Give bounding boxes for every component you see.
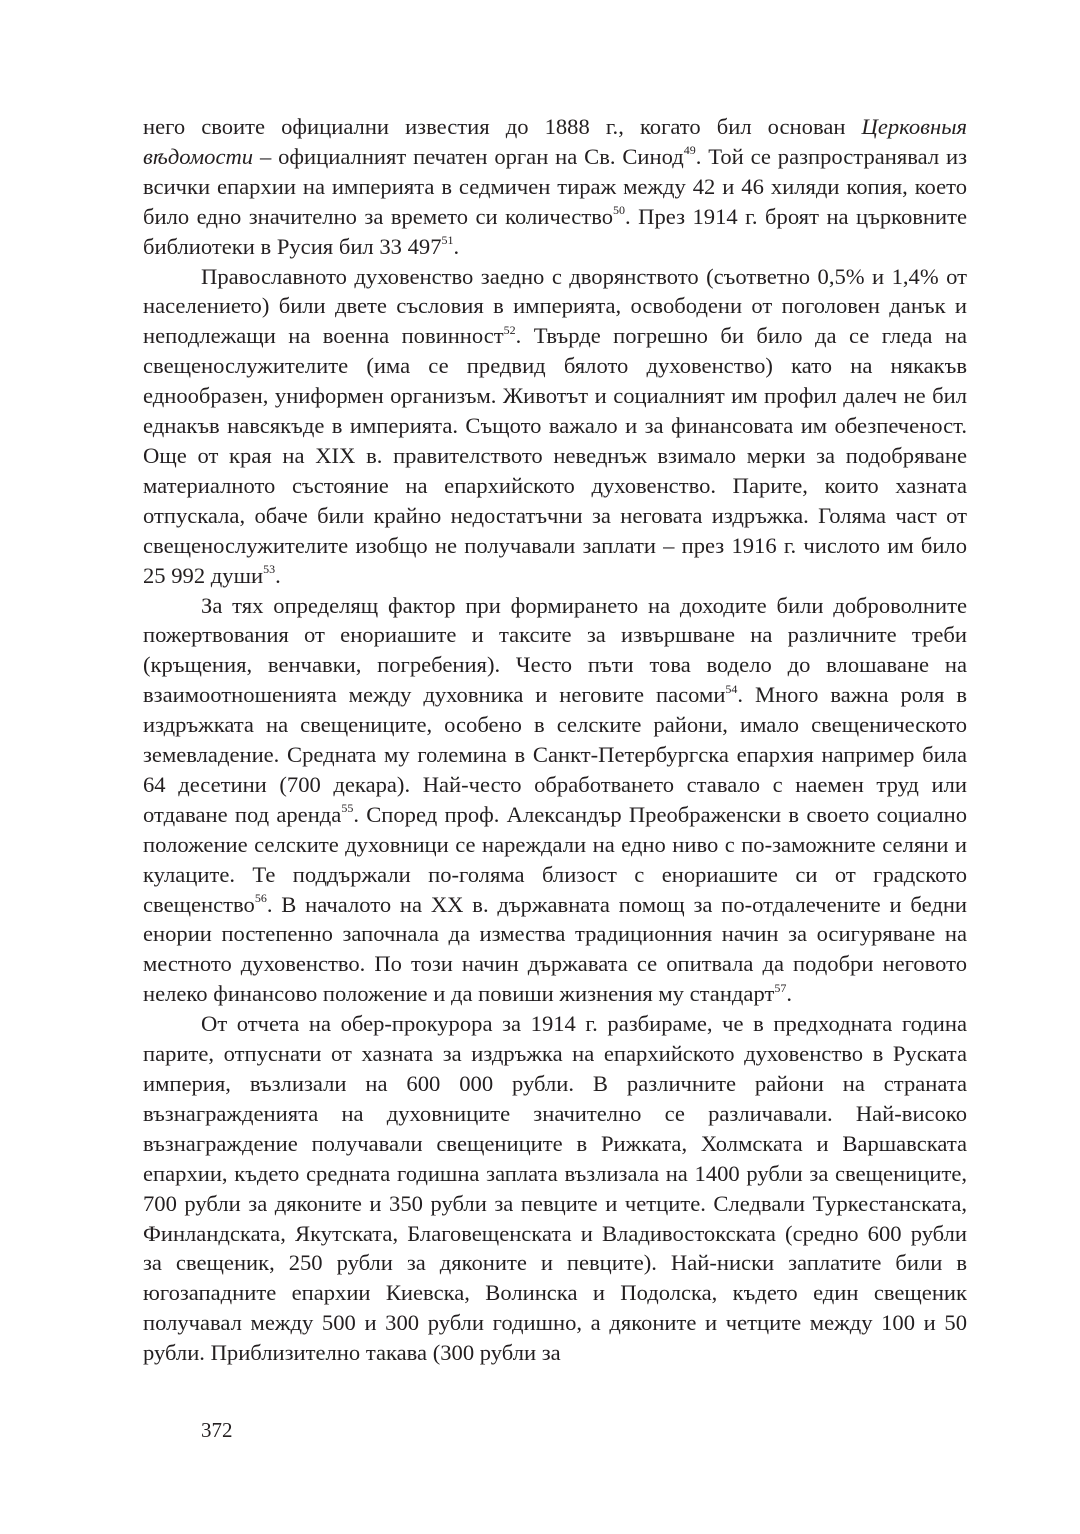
text-run: него своите официални известия до 1888 г., когато бил основан xyxy=(143,114,862,139)
footnote-ref: 51 xyxy=(441,233,454,248)
footnote-ref: 49 xyxy=(683,143,696,158)
text-run: . Той се разпространявал из всички епархии на империята в седмичен тираж между 42 и 46 хиляди копия, което било едно значително за времето си количество xyxy=(143,143,968,229)
text-run: . Твърде погрешно би било да се гледа на свещенослужителите (има се предвид бялото духовенство) като на някакъв еднообразен, униформен организъм. Животът и социалният им профил далеч не бил еднакъв навсякъде в империята. Същото важало и за финансовата им обезпеченост. Още от края на XIX в. правителството неведнъж взимало мерки за подобряване материалното състояние на епархийското духовенство. Парите, които хазната отпускала, обаче били крайно недостатъчни за неговата издръжка. Голяма част от свещенослужителите изобщо не получавали заплати – през 1916 г. числото им било 25 992 души xyxy=(143,323,967,588)
footnote-ref: 50 xyxy=(613,203,626,218)
page-number: 372 xyxy=(201,1418,233,1442)
footnote-ref: 54 xyxy=(725,681,738,696)
text-run: . През 1914 г. броят на църковните библиотеки в Русия бил 33 497 xyxy=(143,203,967,259)
footnote-ref: 56 xyxy=(254,891,267,906)
footnote-ref: 52 xyxy=(503,322,516,337)
text-run: . xyxy=(275,562,281,588)
text-run: За тях определящ фактор при формирането на доходите били доброволните пожертвования от енориашите и таксите за извършване на различните треби (кръщения, венчавки, погребения). Често пъти това водело до влошаване на взаимоотношенията между духовника и неговите пасоми xyxy=(143,592,967,708)
paragraph-4 xyxy=(143,1009,967,1368)
text-run: От отчета на обер-прокурора за 1914 г. разбираме, че в предходната година парите, отпуснати от хазната за издръжка на епархийското духовенство в Руската империя, възлизали на 600 000 рубли. В различните райони на страната възнагражденията на духовниците значително се различавали. Най-високо възнаграждение получавали свещениците в Рижката, Холмската и Варшавската епархии, където средната годишна заплата възлизала на 1400 рубли за свещениците, 700 рубли за дяконите и 350 рубли за певците и четците. Следвали Туркестанската, Финландската, Якутската, Благовещенската и Владивостокската (средно 600 рубли за свещеник, 250 рубли за дяконите и певците). Най-ниски заплатите били в югозападните епархии Киевска, Волинска и Подолска, където един свещеник получавал между 500 и 300 рубли годишно, а дяконите и четците между 100 и 50 рубли. Приблизително такава (300 рубли за xyxy=(143,1011,967,1366)
text-run: Православното духовенство заедно с дворянството (съответно 0,5% и 1,4% от населението) били двете съсловия в империята, освободени от поголовен данък и неподлежащи на военна повинност xyxy=(143,263,967,349)
text-run: – официалният печатен орган на Св. Синод xyxy=(253,143,684,169)
text-run: . Много важна роля в издръжката на свещениците, особено в селските райони, имало свещеническото земевладение. Средната му големина в Санкт-Петербургска епархия например била 64 десетини (700 декара). Най-често обработването ставало с наемен труд или отдаване под аренда xyxy=(143,682,968,827)
paragraph-3 xyxy=(143,591,967,1010)
paragraph-2 xyxy=(143,262,967,591)
text-run: . xyxy=(453,233,460,259)
text-run: . xyxy=(786,981,792,1007)
body-text xyxy=(143,112,967,1368)
text-run: . Според проф. Александър Преображенски в своето социално положение селските духовници се нареждали на едно ниво с по-заможните селяни и кулаците. Те поддържали по-голяма близост с енориашите си от градското свещенство xyxy=(143,801,967,917)
italic-title: Церковныя вѣдомости xyxy=(143,114,967,169)
text-run: . В началото на XX в. държавната помощ за по-отдалечените и бедни енории постепенно започнала да измества традиционния начин за осигуряване на местното духовенство. По този начин държавата се опитвала да подобри неговото нелеко финансово положение и да повиши жизнения му стандарт xyxy=(143,891,967,1007)
footnote-ref: 57 xyxy=(774,980,787,995)
paragraph-1 xyxy=(143,112,967,262)
footnote-ref: 53 xyxy=(263,562,276,577)
footnote-ref: 55 xyxy=(341,801,354,816)
